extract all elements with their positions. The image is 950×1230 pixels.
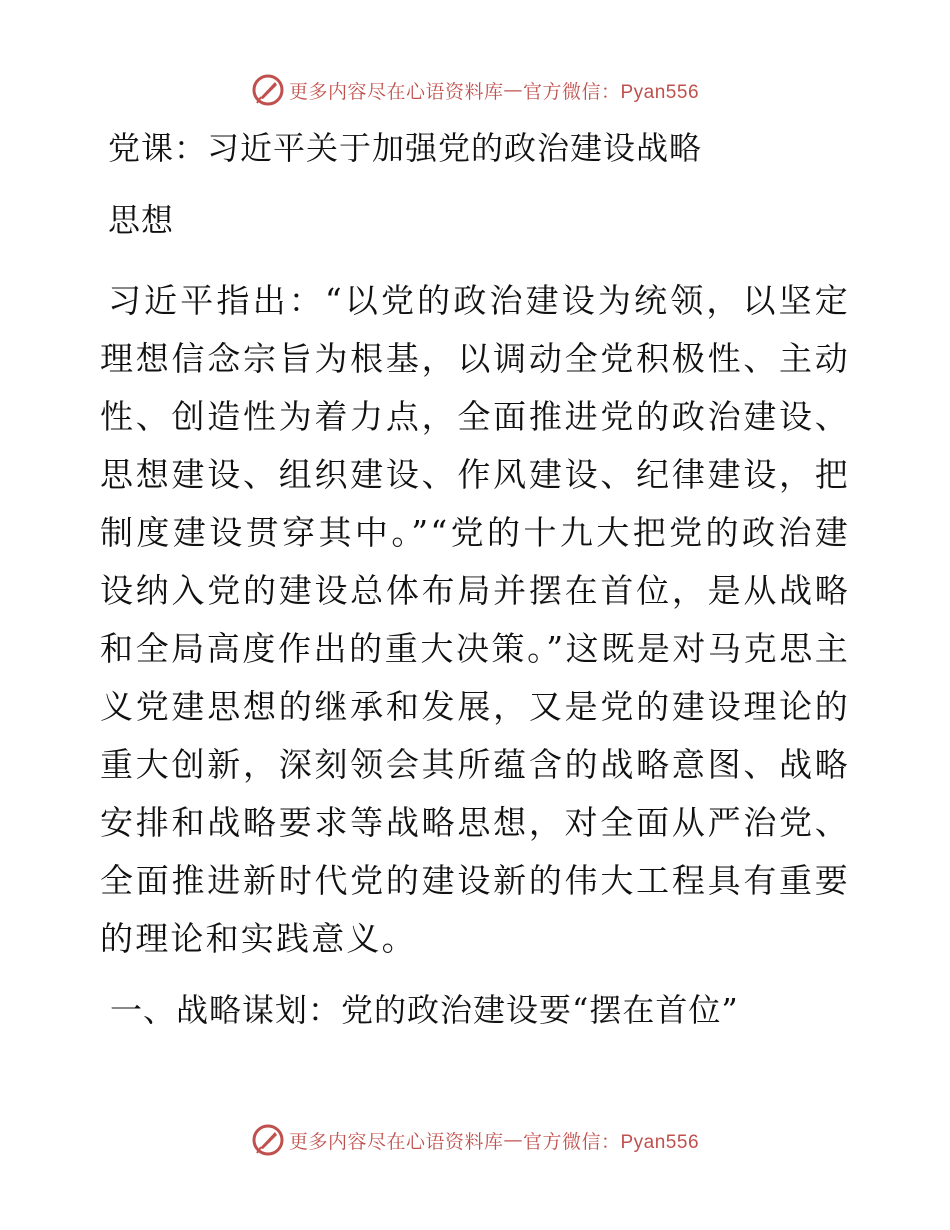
watermark-separator: — — [503, 1129, 523, 1151]
watermark-brand-text: 更多内容尽在心语资料库 — [288, 80, 504, 103]
header-watermark — [0, 70, 950, 110]
section-heading: 一、战略谋划：党的政治建设要“摆在首位” — [110, 991, 739, 1029]
footer-watermark — [0, 1120, 950, 1160]
watermark-brand-text: 更多内容尽在心语资料库 — [288, 1130, 504, 1153]
body-paragraph: 习近平指出：“以党的政治建设为统领，以坚定理想信念宗旨为根基，以调动全党积极性、主动性、创造性为着力点，全面推进党的政治建设、思想建设、组织建设、作风建设、纪律建设，把制度建设贯穿其中。”“党的十九大把党的政治建设纳入党的建设总体布局并摆在首位，是从战略和全局高度作出的重大决策。”这既是对马克思主义党建思想的继承和发展，又是党的建设理论的重大创新，深刻领会其所蕴含的战略意图、战略安排和战略要求等战略思想，对全面从严治党、全面推进新时代党的建设新的伟大工程具有重要的理论和实践意义。 — [100, 281, 850, 958]
document-title-line-2: 思想 — [108, 201, 175, 239]
feather-pen-logo-icon — [251, 73, 285, 107]
watermark-separator: — — [503, 79, 523, 101]
watermark-contact-text: 官方微信：Pyan556 — [523, 1131, 700, 1153]
document-title-line-1: 党课：习近平关于加强党的政治建设战略 — [108, 129, 703, 167]
feather-pen-logo-icon — [251, 1123, 285, 1157]
watermark-contact-text: 官方微信：Pyan556 — [523, 81, 700, 103]
